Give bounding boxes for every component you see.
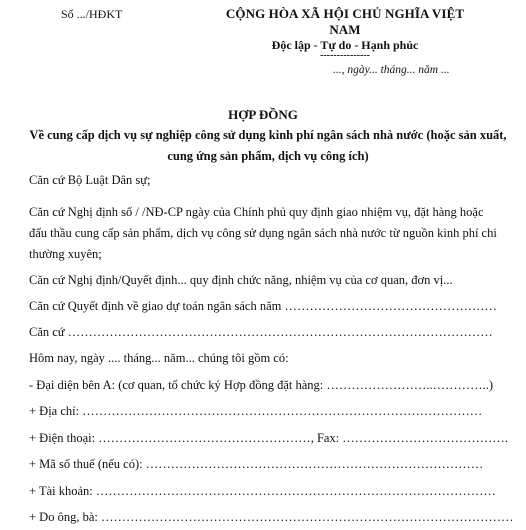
basis-decree-line-3: thường xuyên; [29, 247, 102, 261]
subtitle-line-2: cung ứng sản phẩm, dịch vụ công ích) [167, 149, 369, 163]
basis-other: Căn cứ ………………………………………………………………………………………… [29, 325, 493, 339]
basis-decree-line-2: đấu thầu cung cấp sản phẩm, dịch vụ công sử dụng ngân sách nhà nước từ nguồn kinh phí chi [29, 226, 497, 240]
basis-civil-code: Căn cứ Bộ Luật Dân sự; [29, 173, 151, 187]
national-motto: Độc lập - Tự do - Hạnh phúc [271, 38, 419, 52]
contract-title: HỢP ĐỒNG [228, 107, 298, 122]
tax-code-line: + Mã số thuế (nếu có): ……………………………………………………………………… [29, 457, 484, 471]
represented-by-line: + Do ông, bà: ……………………………………………………………………………………… [29, 510, 514, 524]
basis-decree-line-1: Căn cứ Nghị định số / /NĐ-CP ngày của Chính phủ quy định giao nhiệm vụ, đặt hàng hoặc [29, 205, 484, 219]
place-date: ..., ngày... tháng... năm ... [333, 64, 450, 76]
party-a-line: - Đại diện bên A: (cơ quan, tổ chức ký Hợp đồng đặt hàng: ……………………..…………..) [29, 378, 494, 392]
national-header [218, 6, 472, 60]
contract-subtitle [18, 125, 518, 167]
subtitle-line-1: Về cung cấp dịch vụ sự nghiệp công sử dụng kinh phí ngân sách nhà nước (hoặc sản xuất, [29, 128, 507, 142]
address-line: + Địa chỉ: …………………………………………………………………………………… [29, 404, 483, 418]
motto-underline: --------------- [320, 50, 370, 61]
document-number: Số .../HĐKT [61, 7, 123, 21]
account-line: + Tài khoản: …………………………………………………………………………………… [29, 484, 496, 498]
nation-title: CỘNG HÒA XÃ HỘI CHỦ NGHĨA VIỆT NAM [225, 6, 465, 37]
phone-fax-line: + Điện thoại: ……………………………………………, Fax: …………………………………. [29, 431, 508, 445]
today-line: Hôm nay, ngày .... tháng... năm... chúng tôi gồm có: [29, 351, 289, 365]
basis-decree-functions: Căn cứ Nghị định/Quyết định... quy định chức năng, nhiệm vụ của cơ quan, đơn vị... [29, 273, 453, 287]
basis-budget: Căn cứ Quyết định về giao dự toán ngân sách năm …………………………………………… [29, 299, 497, 313]
